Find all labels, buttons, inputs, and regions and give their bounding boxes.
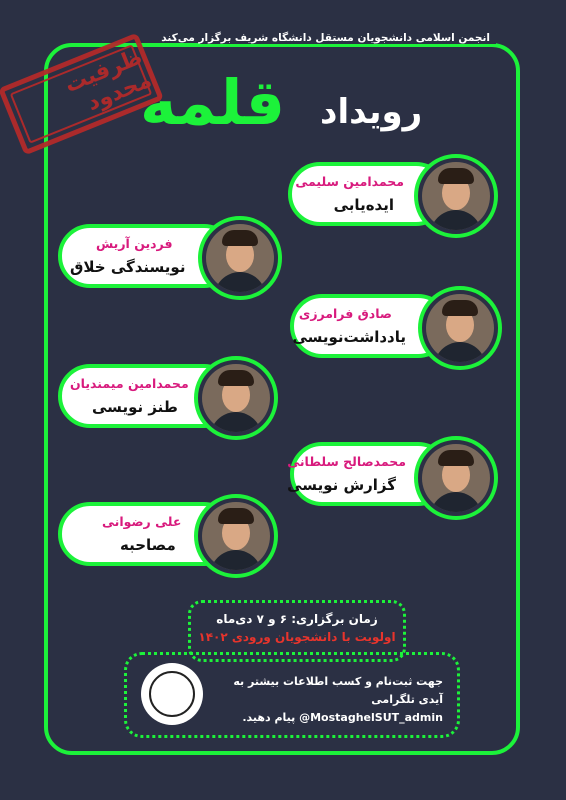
speaker-topic: مصاحبه [120,536,176,554]
speaker-photo [194,494,278,578]
association-logo [141,663,203,725]
speaker-name: علی رضوانی [102,514,182,529]
speaker-topic: یادداشت‌نویسی [292,328,406,346]
speaker-name: صادق فرامرزی [298,306,392,321]
limited-capacity-stamp: ظرفیت محدود [0,33,164,156]
speaker-topic: طنز نویسی [92,398,178,416]
speaker-photo [414,436,498,520]
event-label: رویداد [320,92,423,132]
event-time: زمان برگزاری: ۶ و ۷ دی‌ماه [216,612,378,626]
registration-line: جهت ثبت‌نام و کسب اطلاعات بیشتر به آیدی تلگرامی [233,675,443,706]
speaker-photo [414,154,498,238]
registration-box [124,652,460,738]
organizer-line: انجمن اسلامی دانشجویان مستقل دانشگاه شریف برگزار می‌کند [200,32,496,44]
speaker-topic: گزارش نویسی [287,476,396,494]
speaker-photo [198,216,282,300]
event-title: قلمه [140,66,286,139]
speaker-photo [418,286,502,370]
speaker-name: محمدصالح سلطانی [287,454,406,469]
speaker-name: محمدامین سلیمی [295,174,404,189]
speaker-name: فردین آریش [96,236,173,251]
speaker-topic: نویسندگی خلاق [70,258,186,276]
priority-note: اولویت با دانشجویان ورودی ۱۴۰۲ [198,630,396,644]
speaker-photo [194,356,278,440]
speaker-topic: ایده‌یابی [333,196,394,214]
speaker-name: محمدامین میمندیان [70,376,189,391]
registration-text [213,673,443,727]
telegram-id[interactable]: MostaghelSUT_admin@ پیام دهید. [242,711,443,724]
